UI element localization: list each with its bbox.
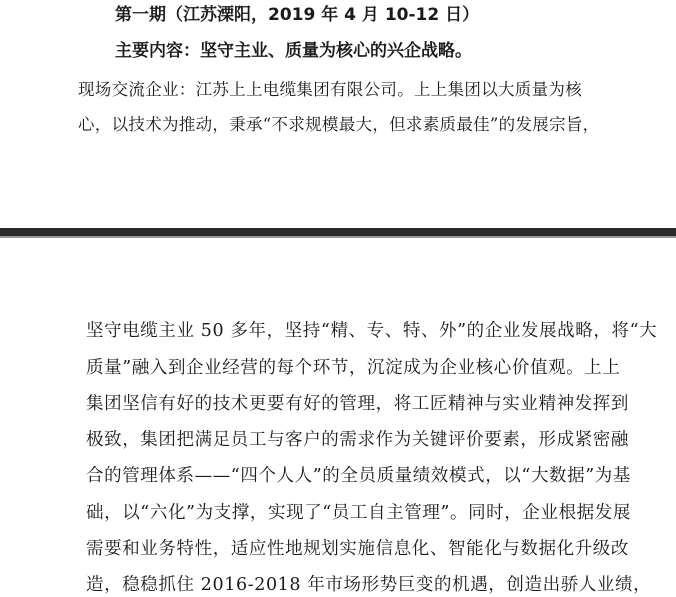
- paragraph-line: 质量”融入到企业经营的每个环节，沉淀成为企业核心价值观。上上: [86, 358, 621, 378]
- paragraph-line: 础，以“六化”为支撑，实现了“员工自主管理”。同时，企业根据发展: [86, 503, 631, 523]
- paragraph-line: 心，以技术为推动，秉承“不求规模最大，但求素质最佳”的发展宗旨，: [78, 115, 600, 134]
- paragraph-line: 造，稳稳抓住 2016-2018 年市场形势巨变的机遇，创造出骄人业绩，: [86, 575, 652, 595]
- paragraph-line: 合的管理体系——“四个人人”的全员质量绩效模式，以“大数据”为基: [86, 466, 631, 486]
- page-break-divider: [0, 228, 676, 236]
- paragraph-line: 坚守电缆主业 50 多年，坚持“精、专、特、外”的企业发展战略，将“大: [86, 321, 658, 341]
- paragraph-line: 需要和业务特性，适应性地规划实施信息化、智能化与数据化升级改: [86, 539, 629, 559]
- paragraph-line: 现场交流企业：江苏上上电缆集团有限公司。上上集团以大质量为核: [78, 80, 582, 99]
- paragraph-line: 集团坚信有好的技术更要有好的管理，将工匠精神与实业精神发挥到: [86, 394, 629, 414]
- paragraph-line: 极致，集团把满足员工与客户的需求作为关键评价要素，形成紧密融: [86, 430, 629, 450]
- topic-heading: 主要内容：坚守主业、质量为核心的兴企战略。: [115, 41, 472, 61]
- session-heading: 第一期（江苏溧阳，2019 年 4 月 10-12 日）: [115, 5, 480, 25]
- page-break-shadow: [0, 236, 676, 238]
